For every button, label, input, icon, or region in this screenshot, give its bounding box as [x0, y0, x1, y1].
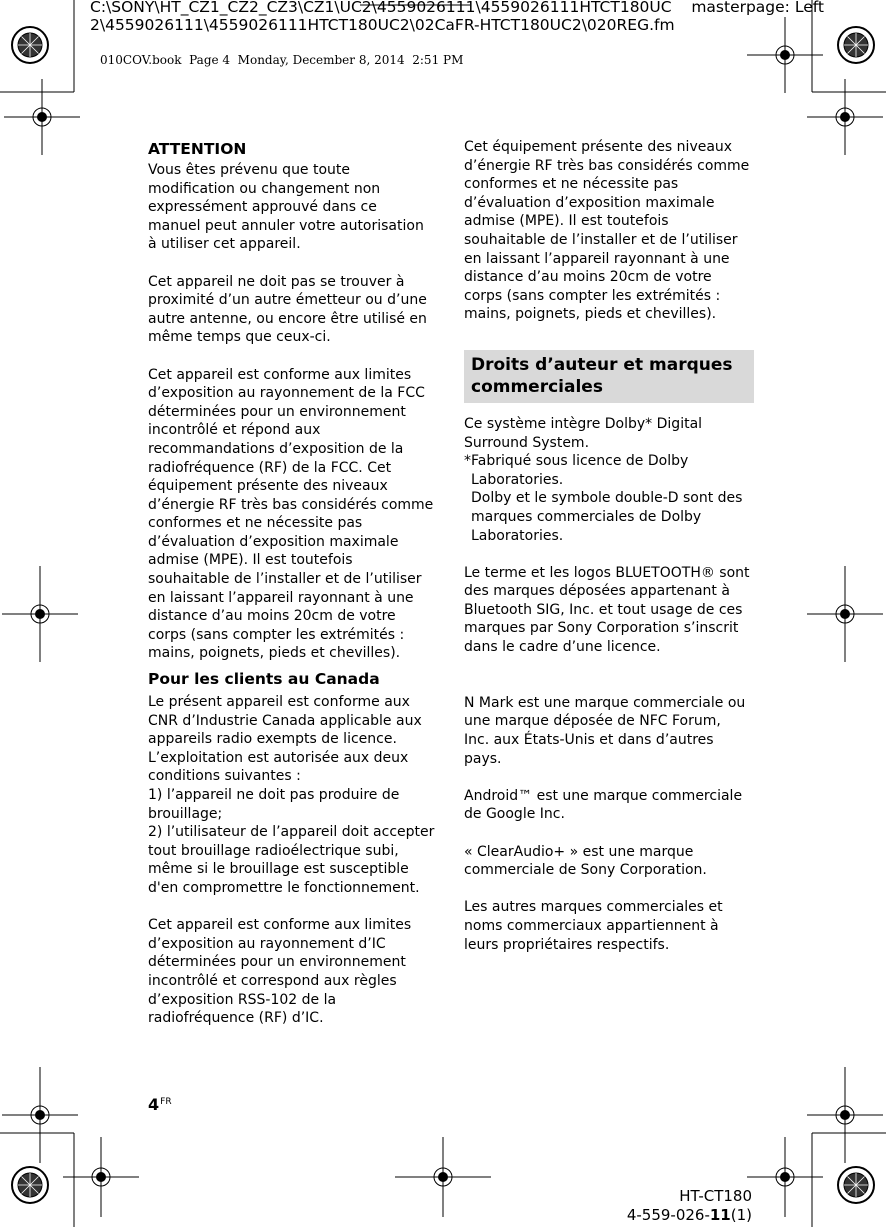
color-wheel-icon	[12, 1167, 48, 1203]
registration-target-icon	[2, 1067, 78, 1163]
registration-target-icon	[807, 566, 883, 662]
model-info	[627, 1187, 752, 1225]
paragraph: Cet appareil est conforme aux limites d’exposition au rayonnement de la FCC déterminées pour un environnement incontrôlé et répond aux recommandations d’exposition de la radiofréquence (RF) de la FCC. Cet équipement présente des niveaux d’énergie RF très bas considérés comme conformes et ne nécessite pas d’évaluation d’exposition maximale admise (MPE). Il est toutefois souhaitable de l’installer et de l’utiliser en laissant l’appareil rayonnant à une distance d’au moins 20cm de votre corps (sans compter les extrémités : mains, poignets, pieds et chevilles).	[148, 366, 434, 662]
part-number: 4-559-026-11(1)	[626, 1206, 752, 1224]
footnote-continued: Laboratories. Dolby et le symbole double-D sont des marques commerciales de Dolby Laboratories.	[471, 471, 743, 544]
file-path: C:\SONY\HT_CZ1_CZ2_CZ3\CZ1\UC2\4559026111\4559026111HTCT180UC	[90, 0, 672, 16]
color-wheel-icon	[12, 27, 48, 63]
page-number: $4^{FR}$	[148, 1095, 172, 1114]
paragraph: Vous êtes prévenu que toute modification ou changement non expressément approuvé dans ce manuel peut annuler votre autorisation à utiliser cet appareil.	[148, 162, 424, 253]
model-number: HT-CT180	[679, 1187, 752, 1205]
paragraph: Les autres marques commerciales et noms commerciaux appartiennent à leurs propriétaires respectifs.	[464, 899, 723, 953]
registration-target-icon	[4, 79, 80, 155]
paragraph: « ClearAudio+ » est une marque commerciale de Sony Corporation.	[464, 843, 707, 879]
right-column	[464, 138, 754, 954]
color-wheel-icon	[838, 27, 874, 63]
canada-heading: Pour les clients au Canada	[148, 670, 380, 689]
paragraph: Cet appareil est conforme aux limites d’exposition au rayonnement d’IC déterminées pour un environnement incontrôlé et correspond aux règles d’exposition RSS-102 de la radiofréquence (RF) d’IC.	[148, 917, 412, 1027]
paragraph: Cet appareil ne doit pas se trouver à proximité d’un autre émetteur ou d’une autre antenne, ou encore être utilisé en même temps que ceux-ci.	[148, 273, 427, 346]
registration-target-icon	[2, 566, 78, 662]
file-path-line-1	[90, 0, 824, 16]
paragraph: Le présent appareil est conforme aux CNR d’Industrie Canada applicable aux appareils radio exempts de licence. L’exploitation est autorisée aux deux conditions suivantes : 1) l’appareil ne doit pas produire de brouillage; 2) l’utilisateur de l’appareil doit accepter tout brouillage radioélectrique subi, même si le brouillage est susceptible d'en compromettre le fonctionnement.	[148, 694, 435, 896]
paragraph: Cet équipement présente des niveaux d’énergie RF très bas considérés comme conformes et ne nécessite pas d’évaluation d’exposition maximale admise (MPE). Il est toutefois souhaitable de l’installer et de l’utiliser en laissant l’appareil rayonnant à une distance d’au moins 20cm de votre corps (sans compter les extrémités : mains, poignets, pieds et chevilles).	[464, 139, 750, 323]
registration-target-icon	[807, 79, 883, 155]
file-path-line-2: 2\4559026111\4559026111HTCT180UC2\02CaFR-HTCT180UC2\020REG.fm	[90, 16, 675, 34]
registration-target-icon	[807, 1067, 883, 1163]
registration-target-icon	[395, 1137, 491, 1217]
masterpage-label: masterpage: Left	[691, 0, 824, 16]
color-wheel-icon	[838, 1167, 874, 1203]
paragraph: Le terme et les logos BLUETOOTH® sont des marques déposées appartenant à Bluetooth SIG, Inc. et tout usage de ces marques par Sony Corporation s’inscrit dans le cadre d’une licence.	[464, 564, 750, 656]
section-heading-trademarks: Droits d’auteur et marques commerciales	[464, 350, 754, 403]
paragraph: N Mark est une marque commerciale ou une marque déposée de NFC Forum, Inc. aux États-Unis et dans d’autres pays.	[464, 694, 746, 767]
left-column	[148, 139, 438, 1028]
book-info: 010COV.book Page 4 Monday, December 8, 2014 2:51 PM	[100, 53, 464, 67]
attention-heading: ATTENTION	[148, 140, 247, 158]
paragraph: Ce système intègre Dolby* Digital Surround System.	[464, 415, 703, 451]
paragraph: Android™ est une marque commerciale de Google Inc.	[464, 787, 743, 823]
footnote: *Fabriqué sous licence de Dolby	[464, 453, 689, 470]
page-language: FR	[160, 1097, 172, 1107]
